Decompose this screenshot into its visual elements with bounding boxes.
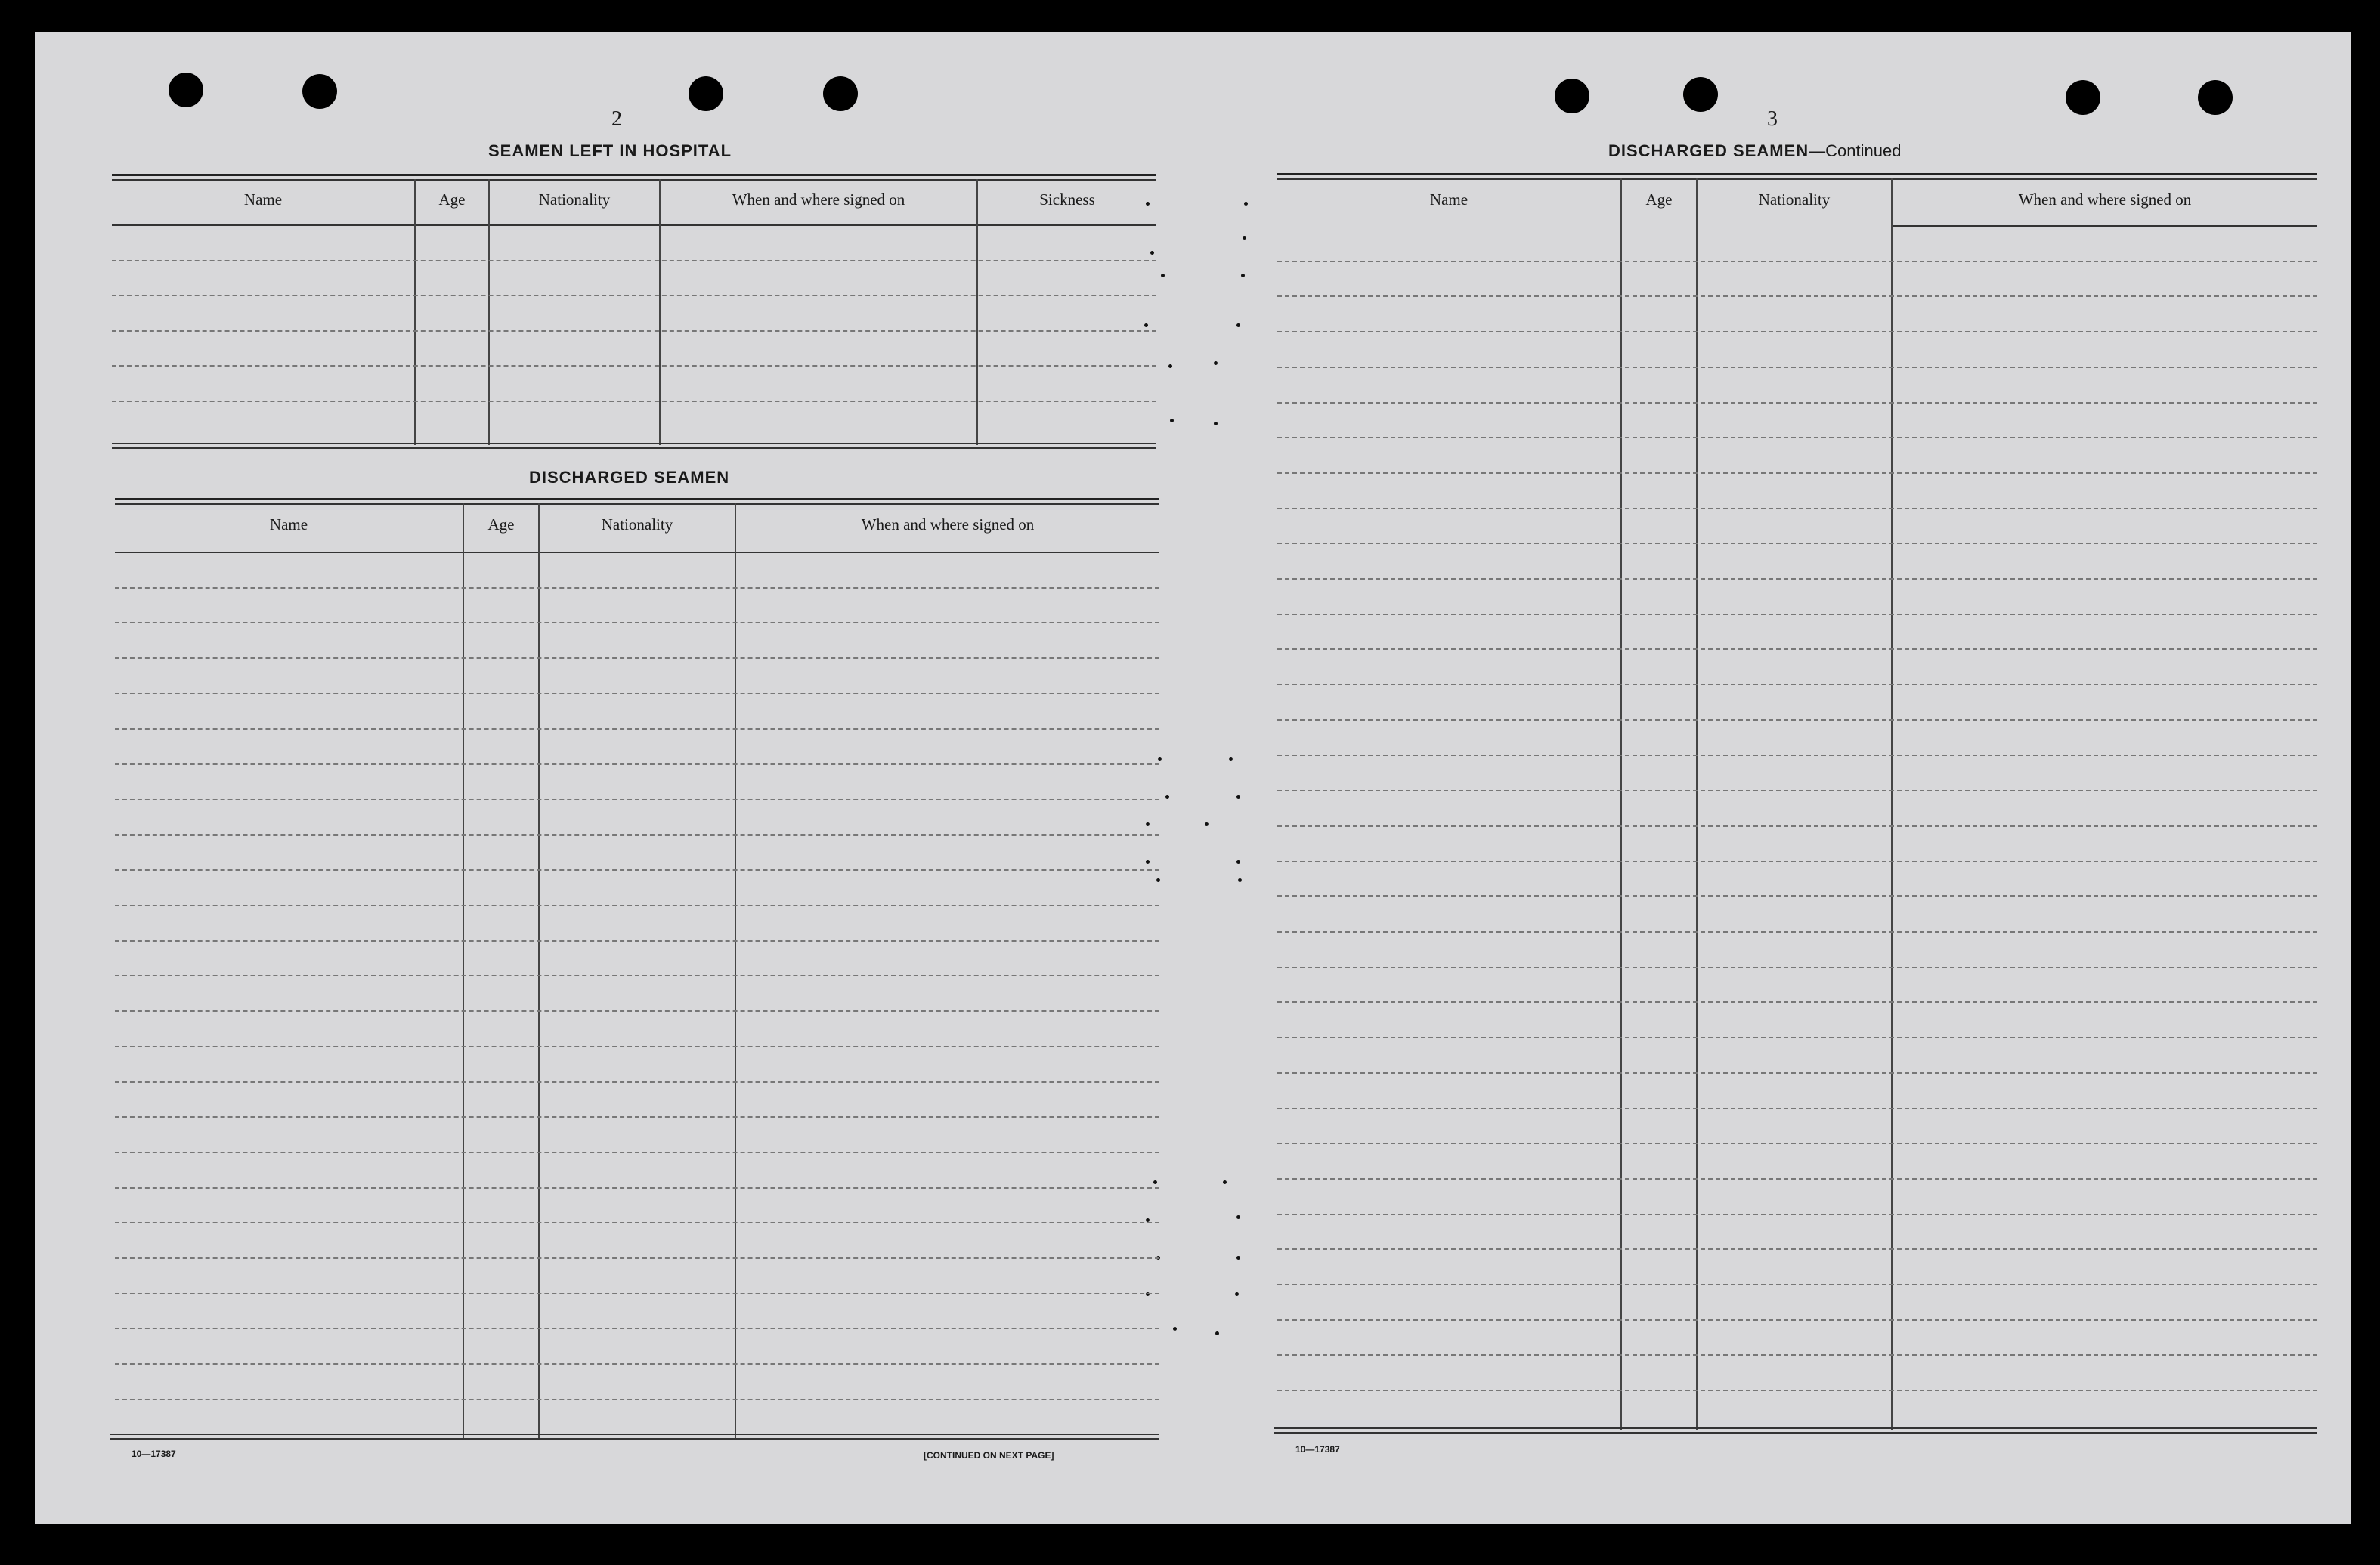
blank-row-rule (1277, 895, 2317, 897)
discharged-right-col-nationality: Nationality (1758, 190, 1831, 209)
stitch-mark (1161, 274, 1165, 277)
discharged-right-col-age: Age (1645, 190, 1673, 209)
discharged-left-col-nationality: Nationality (601, 515, 673, 534)
blank-row-rule (115, 1187, 1159, 1189)
blank-row-rule (1277, 719, 2317, 721)
stitch-mark (1236, 1215, 1240, 1219)
blank-row-rule (115, 1363, 1159, 1365)
blank-row-rule (115, 869, 1159, 871)
discharged-left-col-name: Name (269, 515, 308, 534)
stitch-mark (1153, 1180, 1157, 1184)
blank-row-rule (115, 1152, 1159, 1153)
blank-row-rule (1277, 1390, 2317, 1391)
blank-row-rule (1277, 1319, 2317, 1321)
stitch-mark (1205, 822, 1209, 826)
blank-row-rule (1277, 402, 2317, 404)
punch-hole (2198, 80, 2233, 115)
stitch-mark (1150, 251, 1154, 255)
blank-row-rule (115, 834, 1159, 836)
discharged-right-col-signed-on: When and where signed on (2018, 190, 2192, 209)
punch-hole (689, 76, 723, 111)
discharged-left-col-signed-on: When and where signed on (861, 515, 1035, 534)
stitch-mark (1170, 419, 1174, 422)
blank-row-rule (1277, 1284, 2317, 1285)
blank-row-rule (1277, 648, 2317, 650)
blank-row-rule (112, 260, 1156, 261)
blank-row-rule (1277, 684, 2317, 685)
form-number-right: 10—17387 (1295, 1444, 1340, 1455)
blank-row-rule (1277, 1214, 2317, 1215)
blank-row-rule (1277, 1108, 2317, 1109)
stitch-mark (1215, 1331, 1219, 1335)
blank-row-rule (112, 401, 1156, 402)
blank-row-rule (1277, 1178, 2317, 1180)
stitch-mark (1146, 822, 1150, 826)
continued-note: [CONTINUED ON NEXT PAGE] (924, 1450, 1054, 1461)
stitch-mark (1236, 795, 1240, 799)
blank-row-rule (1277, 261, 2317, 262)
blank-row-rule (1277, 508, 2317, 509)
discharged-left-col-age: Age (487, 515, 515, 534)
blank-row-rule (1277, 790, 2317, 791)
punch-hole (823, 76, 858, 111)
blank-row-rule (112, 295, 1156, 296)
hospital-col-signed-on: When and where signed on (732, 190, 905, 209)
blank-row-rule (115, 1399, 1159, 1400)
discharged-section-title-right: DISCHARGED SEAMEN—Continued (1608, 141, 1902, 160)
blank-row-rule (1277, 931, 2317, 933)
punch-hole (2066, 80, 2100, 115)
stitch-mark (1241, 274, 1245, 277)
stitch-mark (1236, 860, 1240, 864)
blank-row-rule (115, 728, 1159, 730)
form-number-left: 10—17387 (132, 1449, 176, 1459)
punch-hole (169, 73, 203, 107)
punch-hole (1683, 77, 1718, 112)
blank-row-rule (115, 1116, 1159, 1118)
blank-row-rule (1277, 1072, 2317, 1074)
hospital-col-sickness: Sickness (1039, 190, 1095, 209)
blank-row-rule (115, 940, 1159, 942)
stitch-mark (1165, 795, 1169, 799)
blank-row-rule (1277, 1001, 2317, 1003)
stitch-mark (1168, 364, 1172, 368)
hospital-col-nationality: Nationality (538, 190, 611, 209)
blank-row-rule (115, 622, 1159, 623)
stitch-mark (1236, 1256, 1240, 1260)
blank-row-rule (1277, 1143, 2317, 1144)
blank-row-rule (1277, 578, 2317, 580)
blank-row-rule (115, 905, 1159, 906)
stitch-mark (1214, 422, 1218, 425)
stitch-mark (1146, 860, 1150, 864)
blank-row-rule (115, 1010, 1159, 1012)
blank-row-rule (1277, 331, 2317, 332)
blank-row-rule (115, 693, 1159, 694)
stitch-mark (1173, 1327, 1177, 1331)
blank-row-rule (1277, 614, 2317, 615)
blank-row-rule (1277, 967, 2317, 968)
blank-row-rule (1277, 861, 2317, 862)
blank-row-rule (115, 975, 1159, 976)
stitch-mark (1243, 236, 1246, 240)
punch-hole (302, 74, 337, 109)
blank-row-rule (1277, 437, 2317, 438)
blank-row-rule (112, 365, 1156, 367)
blank-row-rule (1277, 295, 2317, 297)
stitch-mark (1158, 757, 1162, 761)
blank-row-rule (1277, 1037, 2317, 1038)
blank-row-rule (115, 763, 1159, 765)
page-number-left: 2 (611, 107, 622, 131)
blank-row-rule (115, 1081, 1159, 1083)
blank-row-rule (1277, 543, 2317, 544)
blank-row-rule (112, 330, 1156, 332)
discharged-right-col-name: Name (1429, 190, 1469, 209)
blank-row-rule (1277, 1248, 2317, 1250)
discharged-section-title-left: DISCHARGED SEAMEN (529, 468, 730, 487)
hospital-col-age: Age (438, 190, 466, 209)
blank-row-rule (115, 657, 1159, 659)
hospital-section-title: SEAMEN LEFT IN HOSPITAL (488, 141, 732, 160)
ledger-sheet (35, 32, 2351, 1524)
stitch-mark (1244, 202, 1248, 206)
punch-hole (1555, 79, 1589, 113)
blank-row-rule (1277, 1354, 2317, 1356)
blank-row-rule (1277, 472, 2317, 474)
blank-row-rule (115, 1222, 1159, 1223)
blank-row-rule (115, 1328, 1159, 1329)
blank-row-rule (115, 587, 1159, 589)
blank-row-rule (1277, 755, 2317, 756)
blank-row-rule (115, 1293, 1159, 1294)
stitch-mark (1146, 1218, 1150, 1222)
stitch-mark (1235, 1292, 1239, 1296)
stitch-mark (1214, 361, 1218, 365)
stitch-mark (1156, 878, 1160, 882)
blank-row-rule (1277, 367, 2317, 368)
blank-row-rule (115, 1257, 1159, 1259)
blank-row-rule (115, 799, 1159, 800)
stitch-mark (1238, 878, 1242, 882)
page-number-right: 3 (1767, 107, 1778, 131)
stitch-mark (1236, 323, 1240, 327)
hospital-col-name: Name (243, 190, 283, 209)
stitch-mark (1144, 323, 1148, 327)
stitch-mark (1223, 1180, 1227, 1184)
blank-row-rule (115, 1046, 1159, 1047)
stitch-mark (1229, 757, 1233, 761)
blank-row-rule (1277, 825, 2317, 827)
